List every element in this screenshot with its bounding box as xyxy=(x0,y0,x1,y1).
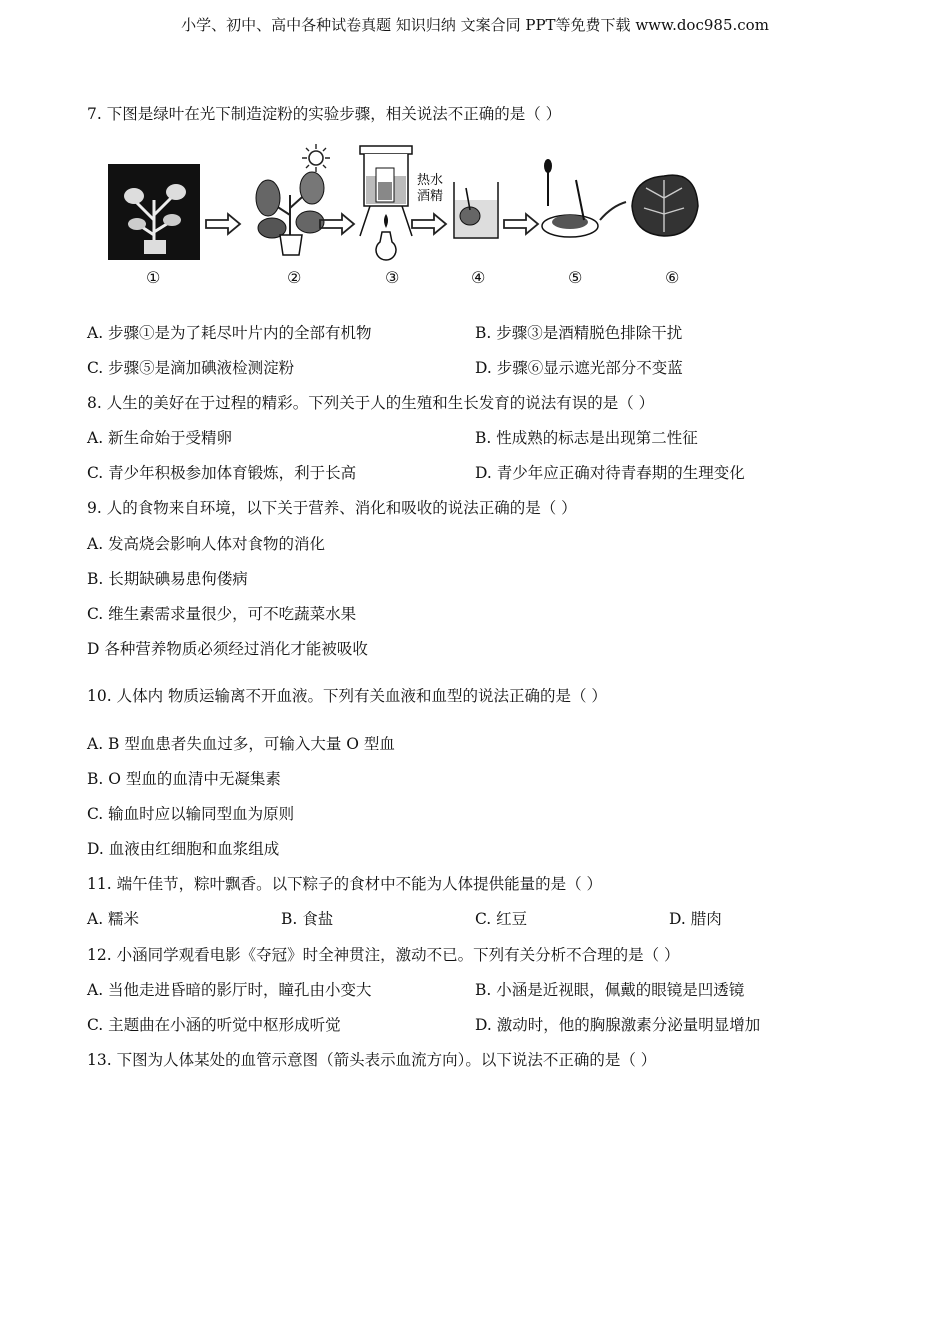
q11-option-a: A. 糯米 xyxy=(87,910,140,928)
arrow-5 xyxy=(600,202,626,220)
q7-stem: 7. 下图是绿叶在光下制造淀粉的实验步骤，相关说法不正确的是（ ） xyxy=(87,105,562,123)
q10-option-d: D. 血液由红细胞和血浆组成 xyxy=(87,840,280,858)
q7-option-a: A. 步骤①是为了耗尽叶片内的全部有机物 xyxy=(87,324,372,342)
fig-label-1: ① xyxy=(146,268,161,287)
q11-option-b: B. 食盐 xyxy=(281,910,334,928)
q10-option-b: B. O 型血的血清中无凝集素 xyxy=(87,770,281,788)
fig-label-2: ② xyxy=(287,268,302,287)
q11-stem: 11. 端午佳节，粽叶飘香。以下粽子的食材中不能为人体提供能量的是（ ） xyxy=(87,875,603,893)
q10-stem: 10. 人体内 物质运输离不开血液。下列有关血液和血型的说法正确的是（ ） xyxy=(87,687,607,705)
fig-label-4: ④ xyxy=(471,268,486,287)
q9-option-d: D 各种营养物质必须经过消化才能被吸收 xyxy=(87,640,368,658)
q10-option-a: A. B 型血患者失血过多，可输入大量 O 型血 xyxy=(87,735,395,753)
q7-option-c: C. 步骤⑤是滴加碘液检测淀粉 xyxy=(87,359,295,377)
q12-stem: 12. 小涵同学观看电影《夺冠》时全神贯注，激动不已。下列有关分析不合理的是（ ） xyxy=(87,946,680,964)
step2-plant-in-light xyxy=(256,144,330,255)
q13-stem: 13. 下图为人体某处的血管示意图（箭头表示血流方向）。以下说法不正确的是（ ） xyxy=(87,1051,657,1069)
fig-label-3: ③ xyxy=(385,268,400,287)
experiment-steps-diagram xyxy=(104,140,714,265)
q7-option-d: D. 步骤⑥显示遮光部分不变蓝 xyxy=(475,359,683,377)
q7-figure xyxy=(104,140,714,290)
fig-label-6: ⑥ xyxy=(665,268,680,287)
q12-option-d: D. 激动时，他的胸腺激素分泌量明显增加 xyxy=(475,1016,761,1034)
q12-option-a: A. 当他走进昏暗的影厅时，瞳孔由小变大 xyxy=(87,981,372,999)
q8-option-d: D. 青少年应正确对待青春期的生理变化 xyxy=(475,464,745,482)
q8-option-a: A. 新生命始于受精卵 xyxy=(87,429,233,447)
fig-label-5: ⑤ xyxy=(568,268,583,287)
label-hot-water: 热水 xyxy=(417,173,444,188)
q8-option-c: C. 青少年积极参加体育锻炼，利于长高 xyxy=(87,464,357,482)
arrow-2 xyxy=(320,214,354,234)
q8-stem: 8. 人生的美好在于过程的精彩。下列关于人的生殖和生长发育的说法有误的是（ ） xyxy=(87,394,655,412)
arrow-1 xyxy=(206,214,240,234)
page-header: 小学、初中、高中各种试卷真题 知识归纳 文案合同 PPT等免费下载 www.doc985.com xyxy=(181,16,769,34)
q9-stem: 9. 人的食物来自环境，以下关于营养、消化和吸收的说法正确的是（ ） xyxy=(87,499,577,517)
q12-option-c: C. 主题曲在小涵的听觉中枢形成听觉 xyxy=(87,1016,341,1034)
arrow-3 xyxy=(412,214,446,234)
q7-option-b: B. 步骤③是酒精脱色排除干扰 xyxy=(475,324,683,342)
arrow-4 xyxy=(504,214,538,234)
step1-dark-box xyxy=(108,164,200,260)
q9-option-a: A. 发高烧会影响人体对食物的消化 xyxy=(87,535,326,553)
q11-option-d: D. 腊肉 xyxy=(669,910,722,928)
q9-option-c: C. 维生素需求量很少，可不吃蔬菜水果 xyxy=(87,605,357,623)
step3-water-bath xyxy=(360,146,412,260)
label-alcohol: 酒精 xyxy=(417,189,444,204)
q11-option-c: C. 红豆 xyxy=(475,910,528,928)
q8-option-b: B. 性成熟的标志是出现第二性征 xyxy=(475,429,698,447)
step6-stained-leaf xyxy=(632,175,698,236)
q10-option-c: C. 输血时应以输同型血为原则 xyxy=(87,805,295,823)
step5-iodine-dish xyxy=(542,159,598,237)
q12-option-b: B. 小涵是近视眼，佩戴的眼镜是凹透镜 xyxy=(475,981,745,999)
q9-option-b: B. 长期缺碘易患佝偻病 xyxy=(87,570,248,588)
step4-rinse-beaker xyxy=(454,182,498,238)
